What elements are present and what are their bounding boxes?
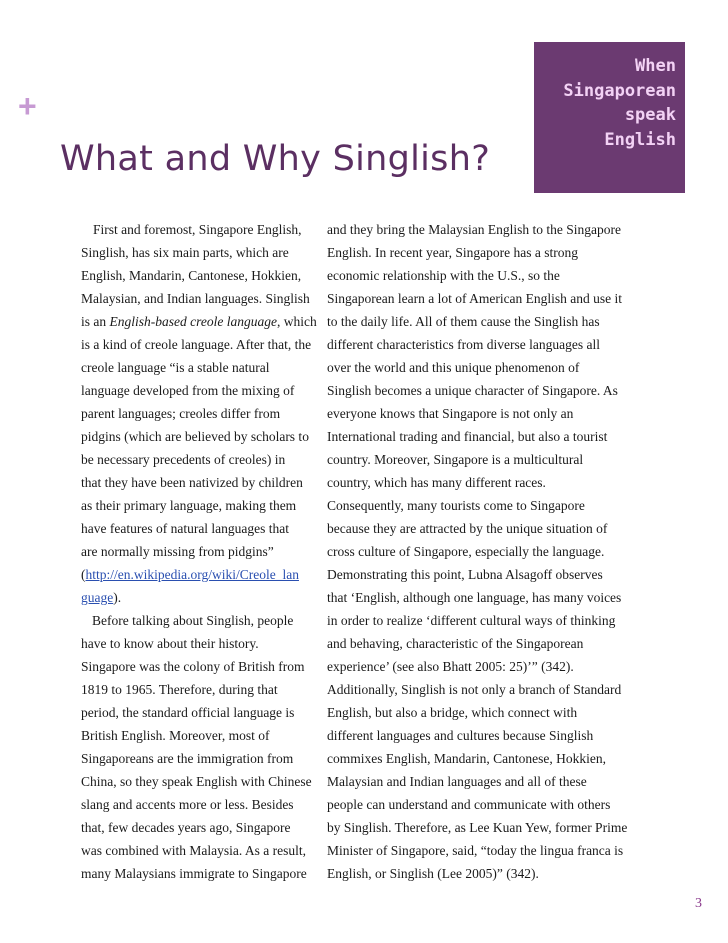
text-line: be necessary precedents of creoles) in [81, 452, 286, 467]
page-title: What and Why Singlish? [60, 139, 491, 179]
text-line: experience’ (see also Bhatt 2005: 25)’” (342). [327, 659, 574, 674]
section-label-line: English [604, 129, 676, 150]
text-line: Malaysian and Indian languages and all of these [327, 774, 587, 789]
section-label-line: speak [624, 105, 676, 125]
text-line: that, few decades years ago, Singapore [81, 820, 291, 835]
text-line: economic relationship with the U.S., so the [327, 268, 560, 283]
text-line: 1819 to 1965. Therefore, during that [81, 682, 278, 697]
text-line: creole language “is a stable natural [81, 360, 270, 375]
text-line: English, or Singlish (Lee 2005)” (342). [327, 866, 539, 881]
left-column [81, 218, 321, 885]
right-column [327, 218, 632, 885]
text-line: many Malaysians immigrate to Singapore [81, 866, 307, 881]
text-segment: is an [81, 314, 110, 329]
text-line: pidgins (which are believed by scholars to [81, 429, 309, 444]
plus-icon: + [18, 88, 37, 124]
text-line: language developed from the mixing of [81, 383, 295, 398]
text-line: by Singlish. Therefore, as Lee Kuan Yew, former Prime [327, 820, 628, 835]
text-line: China, so they speak English with Chinese [81, 774, 312, 789]
section-label-box [534, 42, 685, 193]
text-line [81, 310, 321, 333]
text-line: everyone knows that Singapore is not only an [327, 406, 574, 421]
page-number: 3 [695, 896, 702, 911]
text-segment: , which [276, 314, 317, 329]
text-line: and they bring the Malaysian English to the Singapore [327, 222, 621, 237]
text-line: English, Mandarin, Cantonese, Hokkien, [81, 268, 302, 283]
text-line: commixes English, Mandarin, Cantonese, Hokkien, [327, 751, 606, 766]
text-line: parent languages; creoles differ from [81, 406, 281, 421]
text-line: have features of natural languages that [81, 521, 290, 536]
text-line: International trading and financial, but also a tourist [327, 429, 608, 444]
text-line: Consequently, many tourists come to Singapore [327, 498, 585, 513]
text-line [81, 563, 321, 586]
text-line: British English. Moreover, most of [81, 728, 270, 743]
text-line: Before talking about Singlish, people [92, 613, 294, 628]
wikipedia-link-continued[interactable]: guage [81, 590, 114, 605]
text-segment: ( [81, 567, 86, 582]
text-line: period, the standard official language is [81, 705, 295, 720]
text-line: have to know about their history. [81, 636, 259, 651]
text-line: Malaysian, and Indian languages. Singlish [81, 291, 310, 306]
text-line: slang and accents more or less. Besides [81, 797, 294, 812]
text-line [81, 586, 321, 609]
text-line: over the world and this unique phenomenon of [327, 360, 580, 375]
text-line: in order to realize ‘different cultural ways of thinking [327, 613, 616, 628]
text-line: is a kind of creole language. After that, the [81, 337, 312, 352]
text-line: cross culture of Singapore, especially the language. [327, 544, 605, 559]
text-line: Singlish becomes a unique character of Singapore. As [327, 383, 618, 398]
text-line: that they have been nativized by children [81, 475, 303, 490]
text-line: are normally missing from pidgins” [81, 544, 274, 559]
text-line: Singapore was the colony of British from [81, 659, 305, 674]
text-line: Additionally, Singlish is not only a branch of Standard [327, 682, 622, 697]
text-line: Singlish, has six main parts, which are [81, 245, 289, 260]
text-line: Singaporean learn a lot of American English and use it [327, 291, 623, 306]
text-line: people can understand and communicate with others [327, 797, 611, 812]
text-line: English. In recent year, Singapore has a strong [327, 245, 579, 260]
text-line: Singaporeans are the immigration from [81, 751, 294, 766]
text-line: Minister of Singapore, said, “today the lingua franca is [327, 843, 624, 858]
text-line: First and foremost, Singapore English, [93, 222, 302, 237]
emphasis-term: English-based creole language [109, 314, 277, 329]
text-line: country. Moreover, Singapore is a multicultural [327, 452, 584, 467]
text-line: English, but also a bridge, which connect with [327, 705, 578, 720]
text-line: country, which has many different races. [327, 475, 546, 490]
text-line: was combined with Malaysia. As a result, [81, 843, 306, 858]
text-line: to the daily life. All of them cause the Singlish has [327, 314, 600, 329]
section-label-line: When [635, 56, 676, 76]
text-line: Demonstrating this point, Lubna Alsagoff observes [327, 567, 603, 582]
section-label-line: Singaporean [563, 80, 676, 101]
text-line: and behaving, characteristic of the Singaporean [327, 636, 584, 651]
text-line: that ‘English, although one language, has many voices [327, 590, 622, 605]
text-line: as their primary language, making them [81, 498, 297, 513]
text-line: different languages and cultures because Singlish [327, 728, 594, 743]
text-line: because they are attracted by the unique situation of [327, 521, 608, 536]
wikipedia-link[interactable]: http://en.wikipedia.org/wiki/Creole_lan [85, 567, 299, 582]
text-line: different characteristics from diverse languages all [327, 337, 601, 352]
text-segment: ). [113, 590, 122, 605]
